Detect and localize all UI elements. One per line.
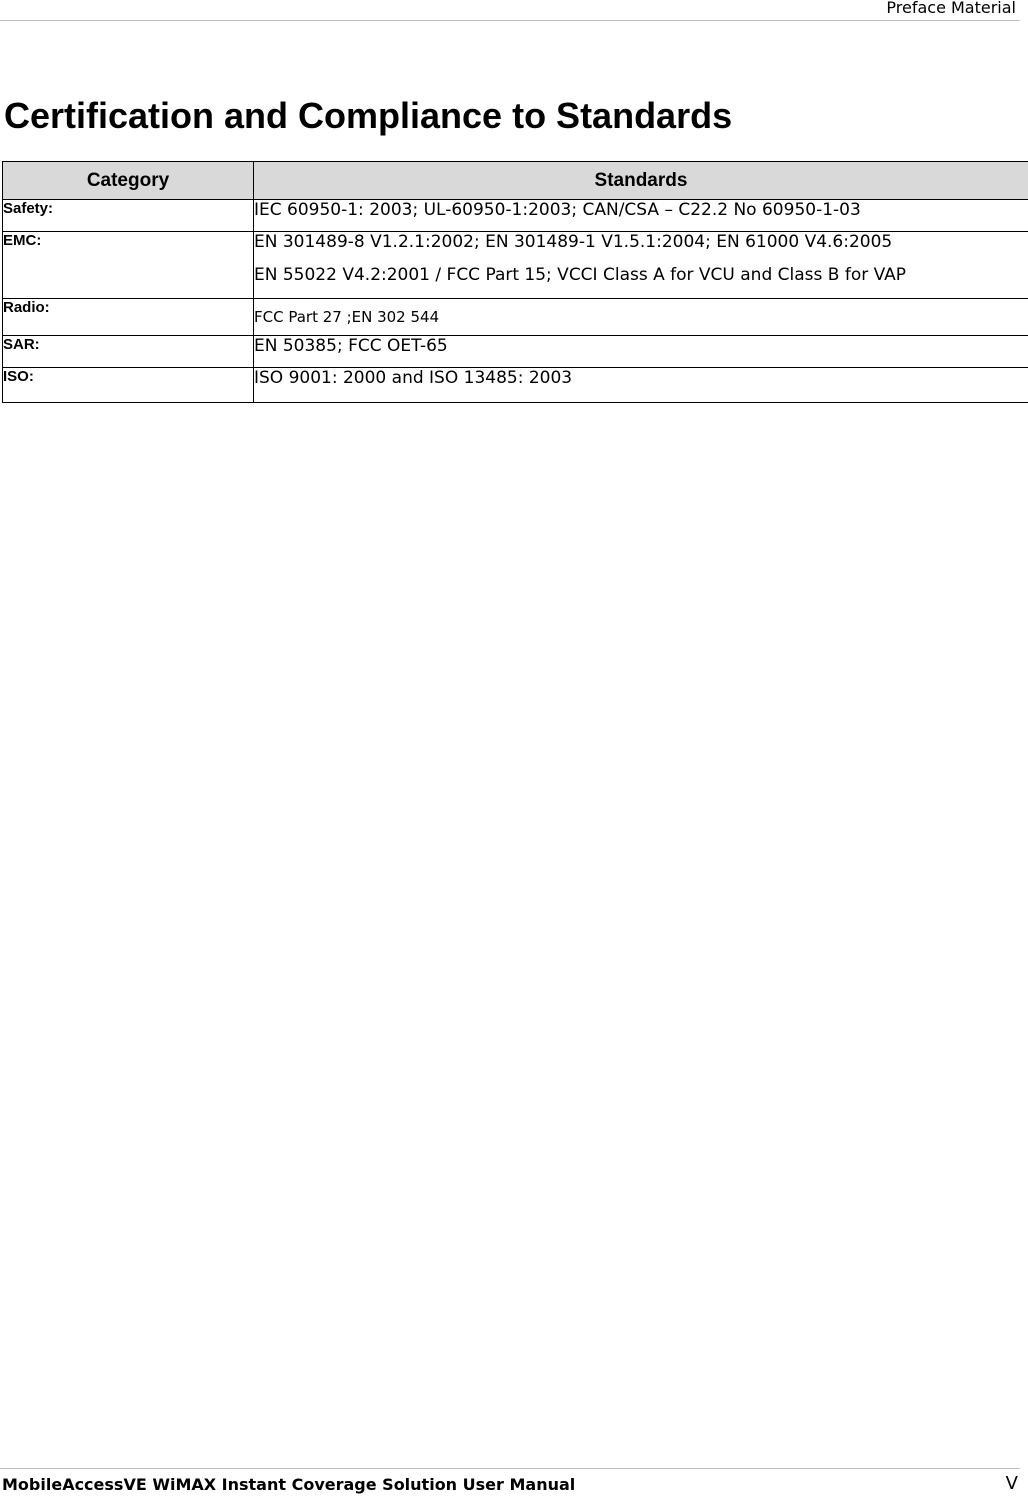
standards-cell <box>254 299 1028 336</box>
standard-text: EN 55022 V4.2:2001 / FCC Part 15; VCCI Class A for VCU and Class B for VAP <box>254 265 1028 285</box>
category-cell: Radio: <box>3 299 254 336</box>
column-header-standards: Standards <box>254 162 1028 200</box>
page-title: Certification and Compliance to Standards <box>4 94 732 138</box>
standard-text: FCC Part 27 ;EN 302 544 <box>254 307 1028 327</box>
column-header-category: Category <box>3 162 254 200</box>
standards-cell <box>254 368 1028 403</box>
table-header-row <box>3 162 1028 200</box>
page-number: V <box>1006 1473 1018 1494</box>
category-cell: ISO: <box>3 368 254 403</box>
page-header <box>0 0 1020 21</box>
category-cell: EMC: <box>3 232 254 299</box>
category-cell: Safety: <box>3 200 254 232</box>
table-row-safety <box>3 200 1028 232</box>
standards-cell <box>254 336 1028 368</box>
standard-text: ISO 9001: 2000 and ISO 13485: 2003 <box>254 368 1028 388</box>
table-row-emc <box>3 232 1028 299</box>
standard-text: IEC 60950-1: 2003; UL-60950-1:2003; CAN/CSA – C22.2 No 60950-1-03 <box>254 200 1028 220</box>
page-footer <box>0 1468 1020 1496</box>
table-row-sar <box>3 336 1028 368</box>
standards-cell <box>254 200 1028 232</box>
standards-cell <box>254 232 1028 299</box>
manual-title: MobileAccessVE WiMAX Instant Coverage Solution User Manual <box>2 1475 575 1494</box>
standards-table <box>2 161 1028 403</box>
standard-text: EN 50385; FCC OET-65 <box>254 336 1028 356</box>
table-row-radio <box>3 299 1028 336</box>
table-row-iso <box>3 368 1028 403</box>
category-cell: SAR: <box>3 336 254 368</box>
section-label: Preface Material <box>886 0 1016 17</box>
standard-text: EN 301489-8 V1.2.1:2002; EN 301489-1 V1.5.1:2004; EN 61000 V4.6:2005 <box>254 232 1028 252</box>
